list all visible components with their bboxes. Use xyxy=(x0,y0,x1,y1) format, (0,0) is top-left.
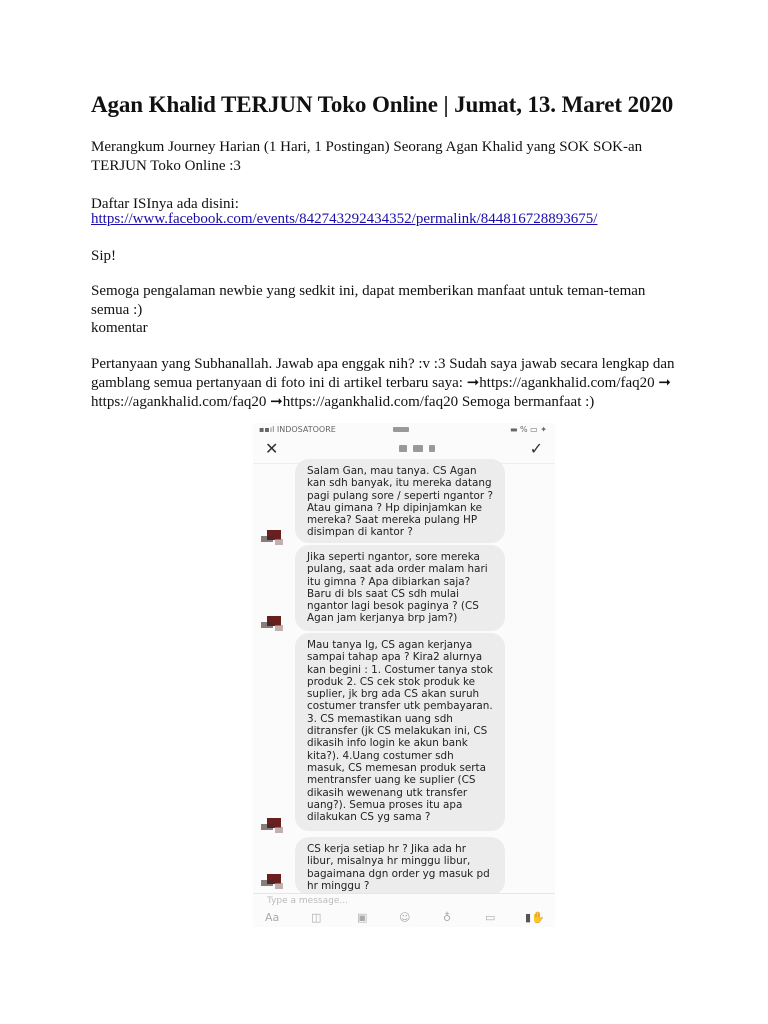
sip-text: Sip! xyxy=(91,248,117,264)
chat-message-2: Jika seperti ngantor, sore mereka pulang, saat ada order malam hari itu gimna ? Apa dibiarkan saja? Baru di bls saat CS sdh mulai ngantor lagi besok paginya ? (CS Agan jam kerjanya brp jam?) xyxy=(295,545,505,631)
avatar xyxy=(261,613,289,633)
camera-icon[interactable]: ◫ xyxy=(311,911,322,924)
hope-paragraph: Semoga pengalaman newbie yang sedkit ini, dapat memberikan manfaat untuk teman-teman semua :) xyxy=(91,283,646,318)
avatar xyxy=(261,871,289,891)
chat-message-4: CS kerja setiap hr ? Jika ada hr libur, misalnya hr minggu libur, bagaimana dgn order yg masuk pd hr minggu ? xyxy=(295,837,505,895)
battery-icon: ▬ % ▭ ✦ xyxy=(509,425,547,434)
blurred-name xyxy=(399,445,407,452)
gallery-icon[interactable]: ▣ xyxy=(357,911,368,924)
article-title: Agan Khalid TERJUN Toko Online | Jumat, 13. Maret 2020 xyxy=(91,92,674,117)
close-icon[interactable]: ✕ xyxy=(265,439,279,458)
chat-message-3: Mau tanya lg, CS agan kerjanya sampai tahap apa ? Kira2 alurnya kan begini : 1. Costumer tanya stok produk 2. CS cek stok produk ke suplier, jk brg ada CS akan suruh costumer transfer utk pembayaran. 3. CS memastikan uang sdh ditransfer (jk CS melakukan ini, CS dikasih info login ke akun bank kita?). 4.Uang costumer sdh masuk, CS memesan produk serta mentransfer uang ke suplier (CS dikasih wewenang utk transfer uang?). Semua proses itu apa dilakukan CS yg sama ? xyxy=(295,633,505,831)
emoji-icon[interactable]: ☺ xyxy=(399,911,411,924)
chat-message-1: Salam Gan, mau tanya. CS Agan kan sdh banyak, itu mereka datang pagi pulang sore / seperti ngantor ? Atau gimana ? Hp dipinjamkan ke mereka? Saat mereka pulang HP disimpan di kantor ? xyxy=(295,459,505,543)
microphone-icon[interactable]: ♁ xyxy=(443,911,452,924)
thumbs-up-icon[interactable]: ▮✋ xyxy=(525,911,545,924)
comment-label: komentar xyxy=(91,320,148,336)
avatar xyxy=(261,815,289,835)
avatar xyxy=(261,527,289,547)
blurred-time xyxy=(393,427,409,432)
intro-paragraph: Merangkum Journey Harian (1 Hari, 1 Postingan) Seorang Agan Khalid yang SOK SOK-an TERJUN Toko Online :3 xyxy=(91,139,643,174)
question-paragraph: Pertanyaan yang Subhanallah. Jawab apa enggak nih? :v :3 Sudah saya jawab secara lengkap dan gamblang semua pertanyaan di foto ini di artikel terbaru saya: ➞https://agankhalid.com/faq20 ➞ https://agankhalid.com/faq20 ➞https://agankhalid.com/faq20 Semoga bermanfaat :) xyxy=(91,356,675,410)
blurred-name xyxy=(429,445,435,452)
check-icon[interactable]: ✓ xyxy=(529,439,543,458)
chat-screenshot xyxy=(253,423,555,927)
facebook-link[interactable]: https://www.facebook.com/events/842743292434352/permalink/844816728893675/ xyxy=(91,211,598,227)
carrier-label: ▪▪ıl INDOSATOORE xyxy=(259,425,336,434)
text-format-icon[interactable]: Aa xyxy=(265,911,280,924)
sticker-icon[interactable]: ▭ xyxy=(485,911,496,924)
message-input[interactable]: Type a message... xyxy=(267,896,348,906)
list-label: Daftar ISInya ada disini: xyxy=(91,196,239,212)
message-input-bar[interactable] xyxy=(253,893,555,927)
blurred-name xyxy=(413,445,423,452)
status-bar xyxy=(253,423,555,437)
